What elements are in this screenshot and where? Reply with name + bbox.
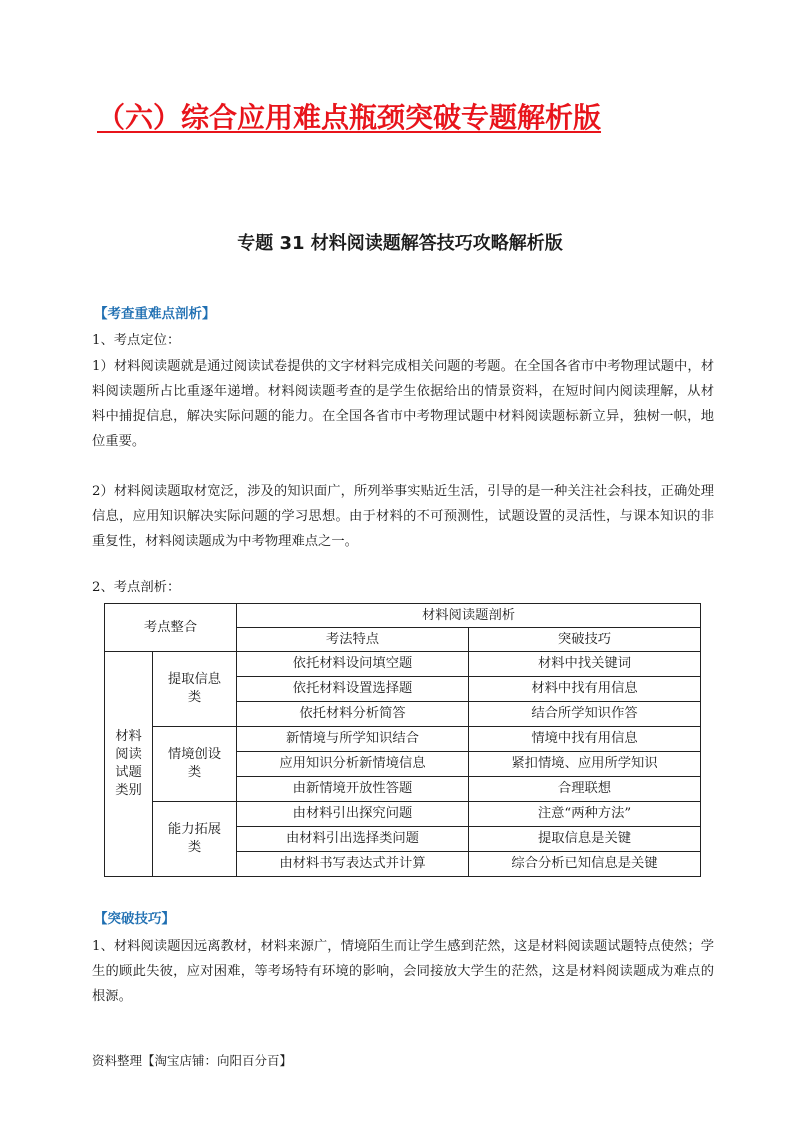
table-feature-cell: 依托材料设置选择题 — [237, 677, 469, 702]
point-location-label: 1、考点定位： — [92, 333, 181, 348]
table-category-cell: 情境创设类 — [153, 727, 237, 802]
table-category-cell: 能力拓展类 — [153, 802, 237, 877]
topic-title: 专题 31 材料阅读题解答技巧攻略解析版 — [237, 233, 563, 254]
table-feature-cell: 新情境与所学知识结合 — [237, 727, 469, 752]
table-column-header: 考法特点 — [237, 628, 469, 652]
table-tip-cell: 注意“两种方法” — [469, 802, 701, 827]
table-column-header: 突破技巧 — [469, 628, 701, 652]
table-side-label: 材料阅读试题类别 — [105, 652, 153, 877]
table-tip-cell: 材料中找关键词 — [469, 652, 701, 677]
table-category-cell: 提取信息类 — [153, 652, 237, 727]
table-tip-cell: 综合分析已知信息是关键 — [469, 852, 701, 877]
analysis-table — [104, 603, 701, 877]
table-corner-cell: 考点整合 — [105, 604, 237, 652]
paragraph-1: 1）材料阅读题就是通过阅读试卷提供的文字材料完成相关问题的考题。在全国各省市中考物理试题中，材料阅读题所占比重逐年递增。材料阅读题考查的是学生依据给出的情景资料，在短时间内阅读理解，从材料中捕捉信息，解决实际问题的能力。在全国各省市中考物理试题中材料阅读题标新立异，独树一帜，地位重要。 — [92, 359, 714, 449]
section-heading-tips: 【突破技巧】 — [94, 911, 175, 927]
table-tip-cell: 情境中找有用信息 — [469, 727, 701, 752]
table-group-header: 材料阅读题剖析 — [237, 604, 701, 628]
paragraph-2: 2）材料阅读题取材宽泛，涉及的知识面广，所列举事实贴近生活，引导的是一种关注社会科技，正确处理信息，应用知识解决实际问题的学习思想。由于材料的不可预测性，试题设置的灵活性，与课本知识的非重复性，材料阅读题成为中考物理难点之一。 — [92, 484, 714, 549]
table-tip-cell: 材料中找有用信息 — [469, 677, 701, 702]
table-tip-cell: 紧扣情境、应用所学知识 — [469, 752, 701, 777]
table-feature-cell: 由材料引出选择类问题 — [237, 827, 469, 852]
table-feature-cell: 依托材料设问填空题 — [237, 652, 469, 677]
point-analysis-label: 2、考点剖析： — [92, 580, 181, 595]
table-tip-cell: 提取信息是关键 — [469, 827, 701, 852]
footer-note: 资料整理【淘宝店铺：向阳百分百】 — [92, 1053, 293, 1068]
table-feature-cell: 由新情境开放性答题 — [237, 777, 469, 802]
section-heading-analysis: 【考查重难点剖析】 — [94, 306, 216, 322]
table-tip-cell: 结合所学知识作答 — [469, 702, 701, 727]
table-feature-cell: 应用知识分析新情境信息 — [237, 752, 469, 777]
table-feature-cell: 由材料引出探究问题 — [237, 802, 469, 827]
table-feature-cell: 由材料书写表达式并计算 — [237, 852, 469, 877]
tips-paragraph-1: 1、材料阅读题因远离教材，材料来源广，情境陌生而让学生感到茫然，这是材料阅读题试题特点使然；学生的顾此失彼，应对困难，等考场特有环境的影响，会同接放大学生的茫然，这是材料阅读题成为难点的根源。 — [92, 939, 714, 1004]
table-feature-cell: 依托材料分析简答 — [237, 702, 469, 727]
table-tip-cell: 合理联想 — [469, 777, 701, 802]
main-title: （六）综合应用难点瓶颈突破专题解析版 — [97, 101, 602, 134]
